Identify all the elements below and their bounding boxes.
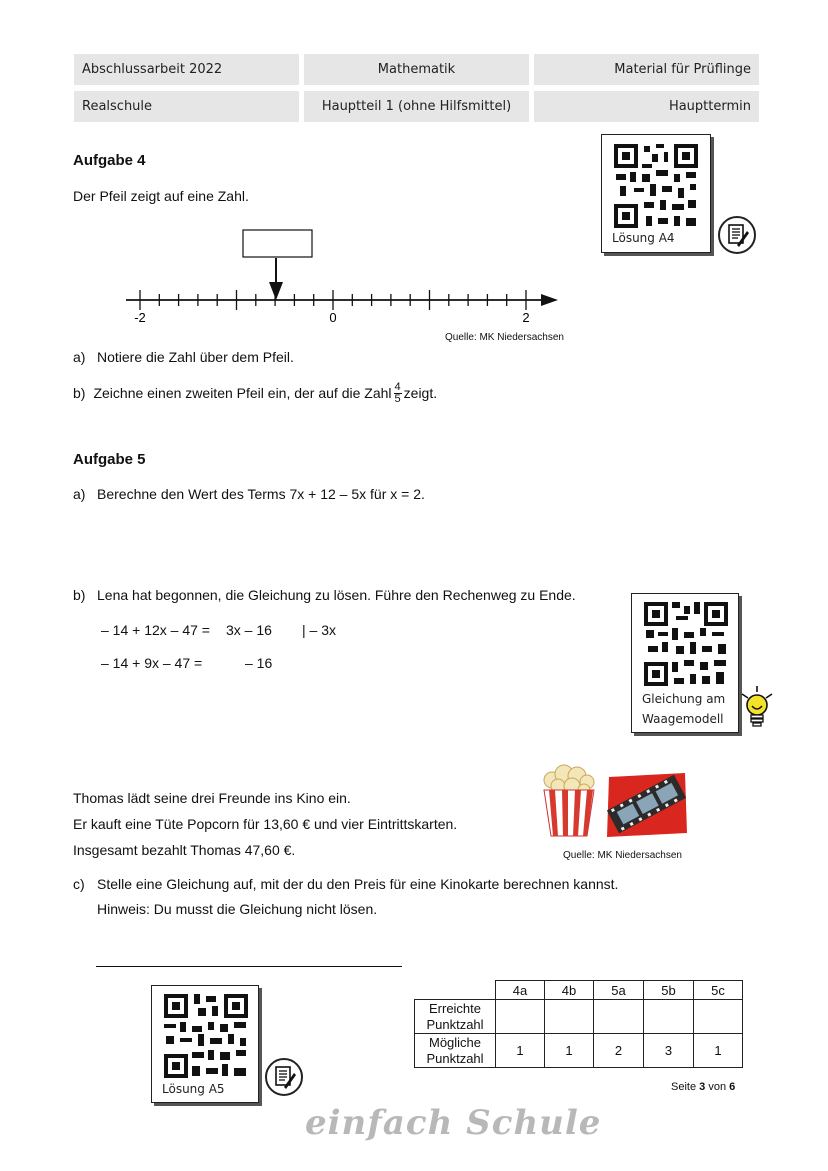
tick-label-minus2: -2 — [134, 310, 146, 325]
score-col-5b: 5b — [644, 981, 694, 1000]
score-achieved-cell[interactable] — [644, 1000, 694, 1034]
score-col-4b: 4b — [545, 981, 594, 1000]
notepad-pencil-icon — [718, 216, 756, 254]
score-row-achieved-label — [415, 1000, 496, 1034]
qr-code-icon — [162, 992, 250, 1080]
aufgabe4-title: Aufgabe 4 — [73, 152, 146, 169]
axis-arrow-icon — [541, 294, 558, 306]
page-prefix: Seite — [671, 1081, 697, 1093]
score-col-5a: 5a — [594, 981, 644, 1000]
score-table-corner — [415, 981, 496, 1000]
header-school-exam — [74, 54, 299, 85]
fraction-denominator: 5 — [394, 392, 401, 405]
tick-label-0: 0 — [329, 310, 337, 325]
qr-card-loesung-a5[interactable] — [151, 985, 259, 1103]
aufgabe4-intro: Der Pfeil zeigt auf eine Zahl. — [73, 188, 249, 204]
header-part — [304, 91, 529, 122]
page-total: 6 — [729, 1081, 736, 1093]
answer-box[interactable] — [243, 230, 312, 257]
equation-line-1-right: 3x – 16 — [226, 622, 272, 638]
score-row-possible-label — [415, 1034, 496, 1068]
a5-part-a-letter: a) — [73, 486, 86, 502]
a4-part-b — [73, 375, 437, 411]
number-line — [118, 228, 568, 328]
page-of: von — [708, 1081, 727, 1093]
aufgabe5-title: Aufgabe 5 — [73, 451, 146, 468]
popcorn-icon — [540, 764, 598, 838]
score-col-5c: 5c — [694, 981, 743, 1000]
score-achieved-cell[interactable] — [496, 1000, 545, 1034]
lightbulb-icon — [738, 684, 776, 730]
achieved-label-line-1: Erreichte — [428, 1000, 482, 1016]
a5-part-c-letter: c) — [73, 876, 85, 892]
a4-part-a-text: Notiere die Zahl über dem Pfeil. — [97, 349, 294, 365]
header-school-type-label: Realschule — [82, 99, 153, 114]
a5-part-b-letter: b) — [73, 587, 86, 603]
a5-part-b — [73, 587, 576, 603]
score-possible-cell: 1 — [496, 1034, 545, 1068]
a4-part-b-letter: b) — [73, 385, 86, 401]
fraction-four-fifths — [394, 382, 402, 405]
a4-part-b-text: Zeichne einen zweiten Pfeil ein, der auf die Zahl — [93, 385, 392, 401]
header-term-label: Haupttermin — [668, 99, 751, 114]
fraction-numerator: 4 — [394, 380, 401, 393]
header-subject-label: Mathematik — [377, 62, 456, 77]
story-line-2: Er kauft eine Tüte Popcorn für 13,60 € und vier Eintrittskarten. — [73, 816, 458, 832]
a5-part-c-text: Stelle eine Gleichung auf, mit der du den Preis für eine Kinokarte berechnen kannst. — [97, 876, 619, 892]
header-subject — [304, 54, 529, 85]
a4-part-b-text-end: zeigt. — [403, 385, 438, 401]
film-strip-icon — [605, 771, 689, 839]
header-material — [534, 54, 759, 85]
header-school-type — [74, 91, 299, 122]
score-achieved-cell[interactable] — [594, 1000, 644, 1034]
a4-part-a — [73, 349, 294, 365]
a5-part-a-text: Berechne den Wert des Terms 7x + 12 – 5x für x = 2. — [97, 486, 425, 502]
header-exam-label: Abschlussarbeit 2022 — [82, 62, 223, 77]
possible-label-line-1: Mögliche — [428, 1034, 482, 1050]
story-line-1: Thomas lädt seine drei Freunde ins Kino ein. — [73, 790, 351, 806]
qr-waage-caption-1: Gleichung am — [642, 692, 726, 706]
achieved-label-line-2: Punktzahl — [426, 1016, 484, 1032]
score-table — [414, 980, 743, 1068]
qr-card-waagemodell[interactable] — [631, 593, 739, 733]
score-possible-cell: 1 — [694, 1034, 743, 1068]
answer-line[interactable] — [96, 966, 402, 967]
qr-card-loesung-a4[interactable] — [601, 134, 711, 253]
watermark: einfach Schule — [305, 1103, 602, 1143]
a5-part-b-text: Lena hat begonnen, die Gleichung zu lösen. Führe den Rechenweg zu Ende. — [97, 587, 576, 603]
a5-part-c — [73, 876, 619, 892]
score-possible-cell: 1 — [545, 1034, 594, 1068]
qr-waage-caption-2: Waagemodell — [642, 712, 724, 726]
qr-a5-caption: Lösung A5 — [162, 1082, 225, 1096]
score-possible-cell: 3 — [644, 1034, 694, 1068]
equation-line-1-operation: | – 3x — [302, 622, 336, 638]
possible-label-line-2: Punktzahl — [426, 1050, 484, 1066]
equation-line-2-right: – 16 — [245, 655, 273, 671]
a5-part-a — [73, 486, 425, 502]
a5-part-c-hint: Hinweis: Du musst die Gleichung nicht lösen. — [97, 901, 378, 917]
header-part-label: Hauptteil 1 (ohne Hilfsmittel) — [321, 99, 512, 114]
qr-code-icon — [612, 142, 700, 230]
page-number — [671, 1081, 735, 1093]
score-col-4a: 4a — [496, 981, 545, 1000]
page-current: 3 — [699, 1081, 706, 1093]
equation-line-1-left: – 14 + 12x – 47 = — [101, 622, 210, 638]
a4-part-a-letter: a) — [73, 349, 86, 365]
source-note-a5: Quelle: MK Niedersachsen — [563, 850, 682, 861]
source-note-a4: Quelle: MK Niedersachsen — [445, 332, 564, 343]
header-material-label: Material für Prüflinge — [614, 62, 751, 77]
equation-line-2-left: – 14 + 9x – 47 = — [101, 655, 203, 671]
qr-a4-caption: Lösung A4 — [612, 231, 675, 245]
notepad-pencil-icon — [265, 1058, 303, 1096]
tick-label-2: 2 — [522, 310, 530, 325]
qr-code-icon — [642, 600, 730, 688]
score-possible-cell: 2 — [594, 1034, 644, 1068]
story-line-3: Insgesamt bezahlt Thomas 47,60 €. — [73, 842, 296, 858]
score-achieved-cell[interactable] — [694, 1000, 743, 1034]
header-term — [534, 91, 759, 122]
score-achieved-cell[interactable] — [545, 1000, 594, 1034]
